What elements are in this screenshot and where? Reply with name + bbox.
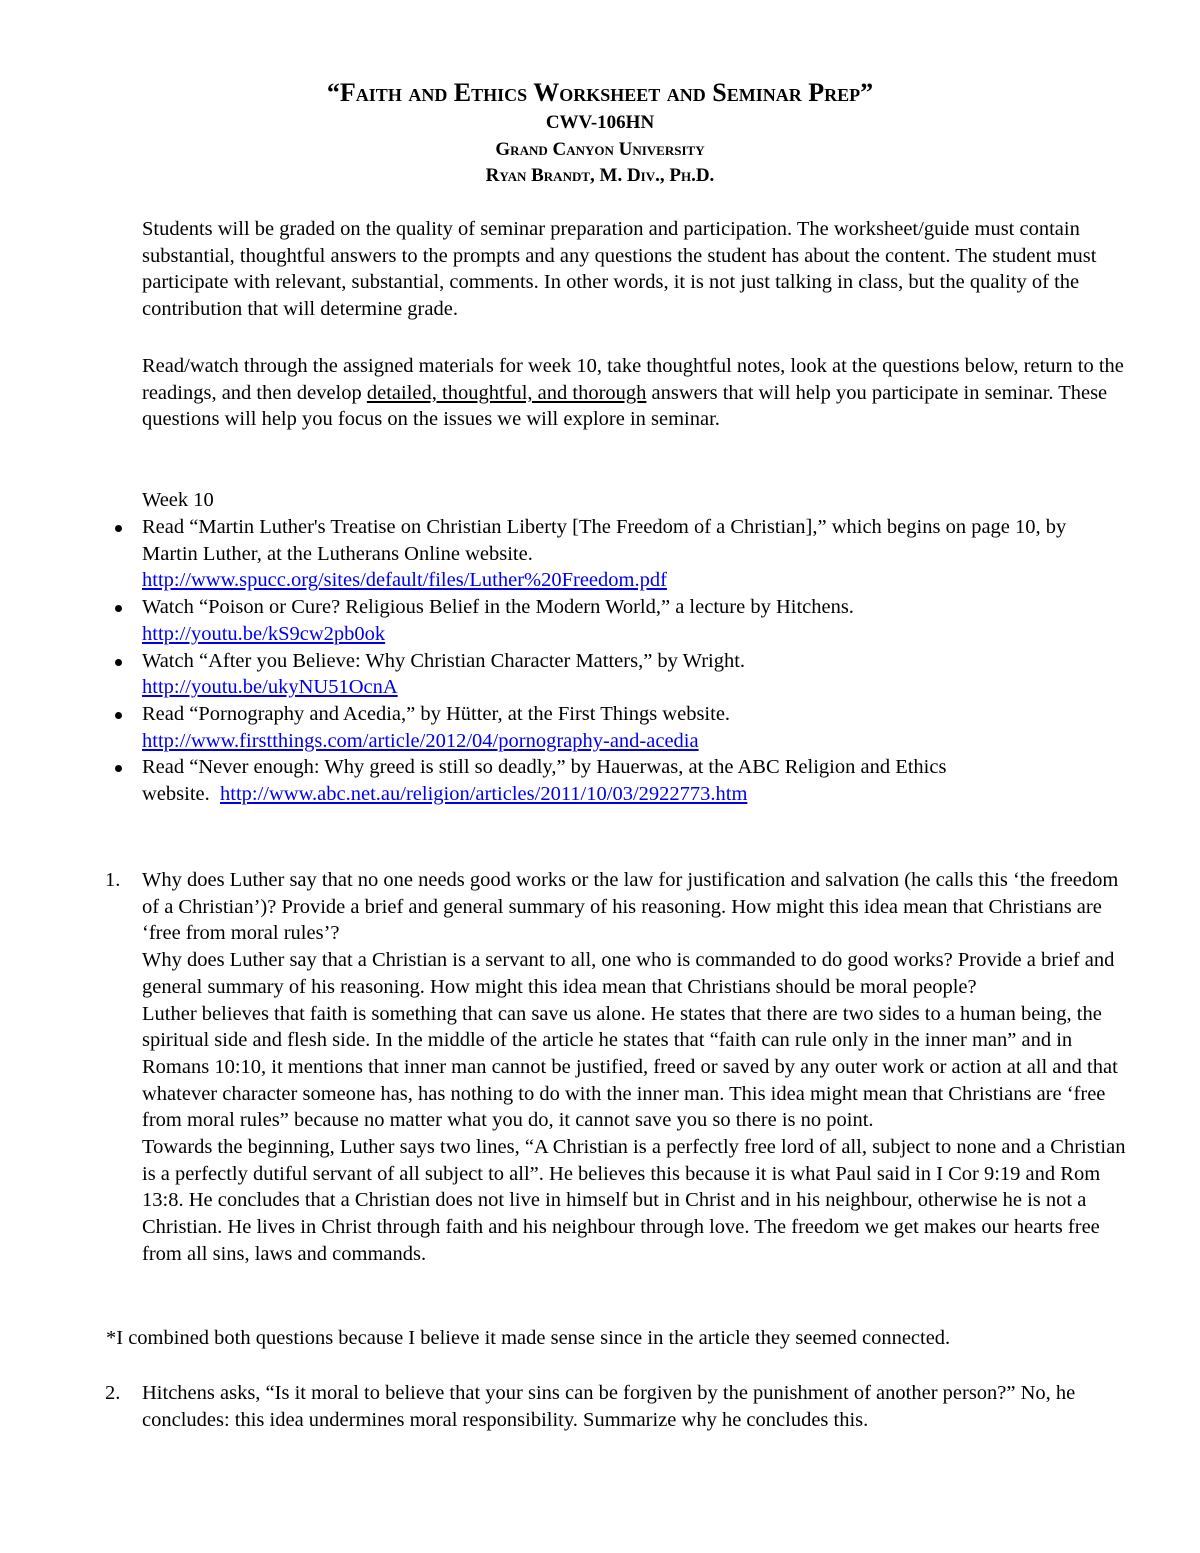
bullet-icon [115,765,122,772]
reading-description: Watch “After you Believe: Why Christian Character Matters,” by Wright. [142,649,746,672]
reading-description: Watch “Poison or Cure? Religious Belief in the Modern World,” a lecture by Hitchens. [142,596,854,619]
reading-link[interactable]: http://www.spucc.org/sites/default/files/Luther%20Freedom.pdf [142,569,667,592]
reading-description: Read “Martin Luther's Treatise on Christian Liberty [The Freedom of a Christian],” which begins on page 10, by Martin Luther, at the Lutherans Online website. [142,516,1067,565]
reading-link[interactable]: http://youtu.be/ukyNU51OcnA [142,676,398,699]
reading-item [142,754,1122,807]
week-label: Week 10 [142,489,214,511]
question-prompt: Why does Luther say that a Christian is a servant to all, one who is commanded to do good works? Provide a brief and general summary of his reasoning. How might this idea mean that Christians should be moral people? [142,949,1115,998]
reading-item [142,514,1122,594]
instructions-text-end: answers that will help you participate in seminar. These questions will help you focus on the issues we will explore in seminar. [142,381,1108,431]
intro-paragraph-instructions [142,353,1127,433]
author-note: *I combined both questions because I believe it made sense since in the article they seemed connected. [106,1327,951,1349]
bullet-icon [115,605,122,612]
answer-paragraph: Luther believes that faith is something that can save us alone. He states that there are two sides to a human being, the spiritual side and flesh side. In the middle of the article he states that “faith can rule only in the inner man” and in Romans 10:10, it mentions that inner man cannot be justified, freed or saved by any outer work or action at all and that whatever character someone has, has nothing to do with the inner man. This idea might mean that Christians are ‘free from moral rules” because no matter what you do, it cannot save you so there is no point. [142,1002,1118,1132]
reading-item [142,594,1122,647]
reading-description: Read “Never enough: Why greed is still so deadly,” by Hauerwas, at the ABC Religion and Ethics website. [142,756,947,806]
reading-item [142,648,1122,701]
document-title: “Faith and Ethics Worksheet and Seminar Prep” [326,78,874,107]
question-number: 2. [105,1382,121,1404]
bullet-icon [115,659,122,666]
readings-list [142,514,1122,808]
question-2 [105,1380,1127,1433]
bullet-icon [115,525,122,532]
question-1 [105,867,1127,1268]
reading-description: Read “Pornography and Acedia,” by Hütter, at the First Things website. [142,702,731,725]
reading-link[interactable]: http://youtu.be/kS9cw2pb0ok [142,622,386,645]
bullet-icon [115,712,122,719]
reading-link[interactable]: http://www.firstthings.com/article/2012/04/pornography-and-acedia [142,729,699,752]
answer-paragraph: Towards the beginning, Luther says two lines, “A Christian is a perfectly free lord of all, subject to none and a Christian is a perfectly dutiful servant of all subject to all”. He believes this because it is what Paul said in I Cor 9:19 and Rom 13:8. He concludes that a Christian does not live in himself but in Christ and in his neighbour, otherwise he is not a Christian. He lives in Christ through faith and his neighbour through love. The freedom we get makes our hearts free from all sins, laws and commands. [142,1136,1126,1265]
instructions-text-start: Read/watch through the assigned materials for week 10, take thoughtful notes, look at the questions below, return to the readings, and then develop [142,355,1124,404]
university-name: Grand Canyon University [495,139,705,160]
question-prompt: Why does Luther say that no one needs good works or the law for justification and salvation (he calls this ‘the freedom of a Christian’)? Provide a brief and general summary of his reasoning. How might this idea mean that Christians are ‘free from moral rules’? [142,869,1119,945]
intro-paragraph-grading: Students will be graded on the quality of seminar preparation and participation. The worksheet/guide must contain substantial, thoughtful answers to the prompts and any questions the student has about the content. The student must participate with relevant, substantial, comments. In other words, it is not just talking in class, but the quality of the contribution that will determine grade. [142,218,1097,321]
course-code: CWV-106HN [545,112,655,133]
question-number: 1. [105,869,121,891]
instructions-underlined-text: detailed, thoughtful, and thorough [366,381,647,404]
question-prompt: Hitchens asks, “Is it moral to believe that your sins can be forgiven by the punishment of another person?” No, he concludes: this idea undermines moral responsibility. Summarize why he concludes this. [142,1382,1076,1431]
reading-link[interactable]: http://www.abc.net.au/religion/articles/2011/10/03/2922773.htm [220,783,748,806]
reading-item [142,701,1122,754]
instructor-name: Ryan Brandt, M. Div., Ph.D. [485,165,715,186]
